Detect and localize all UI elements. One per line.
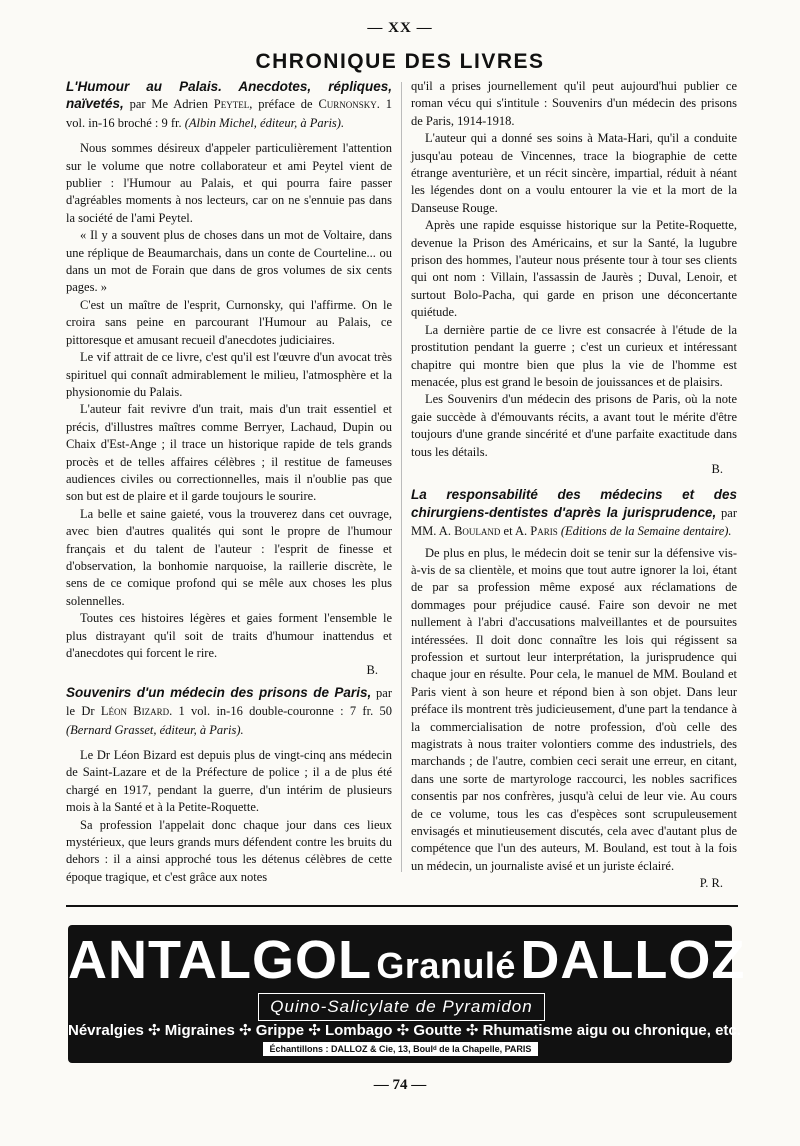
ad-maker-word: DALLOZ [520, 930, 746, 990]
ad-form-word: Granulé [376, 945, 516, 986]
review2-paragraph: La dernière partie de ce livre est consacrée à l'étude de la prostitution pendant la guerre ; c'est un curieux et intéressant chapitre qui montre bien que plus la vie de l'homme est menacée, plus est grand le besoin de jouissances et de plaisirs. [411, 322, 737, 389]
review1-meta-mid: , préface de [249, 97, 319, 112]
antalgol-advertisement [68, 925, 746, 1063]
review1-meta-post: . 1 vol. in-16 broché : 9 fr. [66, 97, 392, 130]
review1-paragraph: « Il y a souvent plus de choses dans un mot de Voltaire, dans une réplique de Beaumarchais, dans un conte de Courteline... ou dans un mot de Forain que dans de gros volumes de six cents pages. » [66, 228, 392, 295]
review1-paragraph: La belle et saine gaieté, vous la trouverez dans cet ouvrage, avec bien d'autres qualités qui sont le propre de l'humour français et du talent de l'auteur : l'esprit de finesse et d'observation, la bonhomie narquoise, la raillerie discrète, le sens de ce comique profond qui se mêle aux choses les plus solennelles. [66, 506, 392, 608]
review1-paragraph: L'auteur fait revivre d'un trait, mais d'un trait essentiel et précis, d'illustres maîtres comme Berryer, Lachaud, Dupin ou Chaix d'Est-Ange ; il trace un historique rapide de tels grands procès et de telles affaires célèbres ; il restitue de fameuses audiences civiles ou correctionnelles, mais il n'oublie pas que son but est de plaire et il garde toujours le sourire. [66, 402, 392, 504]
review1-meta-pre: par Me Adrien [123, 97, 214, 112]
review2-paragraph: Les Souvenirs d'un médecin des prisons de Paris, où la note gaie succède à d'émouvants récits, a avant tout le mérite d'être toujours d'une grande sincérité et d'une parfaite exactitude dans tous les détails. [411, 392, 737, 459]
review1-publisher: (Albin Michel, éditeur, à Paris). [184, 115, 345, 130]
page-title: CHRONIQUE DES LIVRES [255, 50, 545, 73]
review3-meta-mid: et A. [500, 524, 531, 539]
ad-ailments: Névralgies ✣ Migraines ✣ Grippe ✣ Lombago ✣ Goutte ✣ Rhumatisme aigu ou chronique, etc. [68, 1022, 741, 1039]
review2-publisher: (Bernard Grasset, éditeur, à Paris). [66, 722, 244, 737]
review2-paragraph: Sa profession l'appelait donc chaque jour dans ces lieux mystérieux, que leurs grands murs défendent contre les bruits du dehors : il a ainsi approché tous les détenus célèbres de cette époque tragique, et c'est grâce aux notes [66, 817, 392, 884]
review2-title: Souvenirs d'un médecin des prisons de Paris, par le Dr Léon Bizard. 1 vol. in-16 double-couronne : 7 fr. 50 (Bernard Grasset, éditeur, à Paris). [66, 684, 392, 737]
review3-author: Bouland [454, 524, 501, 539]
section-rule [66, 905, 738, 907]
left-column [66, 78, 392, 886]
page-roman-number: — XX — [367, 20, 433, 36]
review3-publisher: (Editions de la Semaine dentaire). [557, 524, 732, 539]
review1-preface: Curnonsky [318, 97, 377, 112]
review2-meta-post: . 1 vol. in-16 double-couronne : 7 fr. 50 [169, 704, 392, 719]
review3-paragraph: De plus en plus, le médecin doit se tenir sur la défensive vis-à-vis de sa clientèle, et moins que tout autre ignorer la loi, étant de par sa profession même exposé aux réclamations de dommages pour préjudice causé. Faire son devoir ne met nullement à l'abri d'accusations malveillantes et de poursuites intéressées. Il doit donc connaître les lois qui régissent sa profession et surtout leur interprétation, la jurisprudence qui chaque jour en résulte. Pour cela, le manuel de MM. Bouland et Paris vient à son heure et répond bien à son objet. Dans leur préface ils montrent très judicieusement, d'une part la tendance à la commercialisation de notre profession, d'où celle des magistrats à nous traiter volontiers comme des industriels, des marchands ; de l'autre, combien ceci serait une erreur, en citant, dans une sorte de martyrologe raccourci, les nobles sacrifices consentis par nos confrères, jusqu'à celui de leur vie. Au cours de ce volume, tous les cas d'espèces sont scrupuleusement envisagés et minutieusement discutés, cela avec d'autant plus de compétence que l'un des auteurs, M. Bouland, est tout à la fois un médecin, un journaliste avisé et un juriste éclairé. [411, 545, 737, 873]
review2-paragraph: Le Dr Léon Bizard est depuis plus de vingt-cinq ans médecin de Saint-Lazare et de la Préfecture de police ; il a de plus été chargé en 1917, pendant la guerre, d'un intérim de plusieurs mois à la Santé et à la Petite-Roquette. [66, 748, 392, 815]
review2-paragraph: Après une rapide esquisse historique sur la Petite-Roquette, devenue la Prison des Américains, et sur la Santé, la lugubre prison des hommes, l'auteur nous présente tour à tour ses clients qui ont nom : Villain, l'assassin de Jaurès ; Duval, Lenoir, et surtout Bolo-Pacha, qui garde en prison une déconcertante quiétude. [411, 218, 737, 320]
review1-title: L'Humour au Palais. Anecdotes, répliques, naïvetés, par Me Adrien Peytel, préface de Curnonsky. 1 vol. in-16 broché : 9 fr. (Albin Michel, éditeur, à Paris). [66, 79, 392, 130]
review2-signature: B. [711, 461, 723, 476]
review1-author: Peytel [213, 97, 250, 112]
review3-author2: Paris [530, 524, 558, 539]
column-divider [401, 82, 402, 872]
ad-subtitle: Quino-Salicylate de Pyramidon [258, 993, 545, 1021]
ad-brand-word: ANTALGOL [68, 930, 372, 990]
review3-meta-pre: par MM. A. [411, 505, 738, 539]
review1-paragraph: Nous sommes désireux d'appeler particulièrement l'attention sur le volume que notre collaborateur et ami Peytel vient de publier : l'Humour au Palais, et qui pourra faire passer d'agréables moments à nos lecteurs, car on ne s'ennuie pas dans la société de l'ami Peytel. [66, 141, 392, 225]
review3-title: La responsabilité des médecins et des chirurgiens-dentistes d'après la jurisprudence, par MM. A. Bouland et A. Paris (Editions de la Semaine dentaire). [411, 487, 738, 539]
review2-meta-pre: par le Dr [66, 685, 392, 719]
review1-paragraph: C'est un maître de l'esprit, Curnonsky, qui l'affirme. On le croira sans peine en parcourant l'Humour au Palais, ce pittoresque et amusant recueil d'anecdotes judiciaires. [66, 297, 392, 347]
review1-paragraph: Le vif attrait de ce livre, c'est qu'il est l'œuvre d'un avocat très spirituel qui connaît admirablement le milieu, l'atmosphère et la physionomie du Palais. [66, 350, 392, 399]
review2-paragraph-continued: qu'il a prises journellement qu'il peut aujourd'hui publier ce roman vécu qui s'intitule : Souvenirs d'un médecin des prisons de Paris, 1914-1918. [411, 79, 737, 128]
review1-paragraph: Toutes ces histoires légères et gaies forment l'ensemble le plus distrayant qu'il soit de traits d'humour inattendus et d'anecdotes qui forcent le rire. [66, 611, 392, 660]
right-column [411, 78, 737, 893]
review2-paragraph: L'auteur qui a donné ses soins à Mata-Hari, qu'il a conduite jusqu'au poteau de Vincennes, trace la biographie de cette étrange aventurière, et un récit sincère, impartial, réduit à néant les légendes dont on a voulu entourer la vie et la mort de la Danseuse Rouge. [411, 131, 737, 215]
ad-headline [68, 929, 746, 991]
ad-address: Échantillons : DALLOZ & Cie, 13, Boulᵈ de la Chapelle, PARIS [263, 1042, 538, 1056]
review1-signature: B. [366, 663, 378, 678]
review3-signature: P. R. [699, 876, 723, 891]
review2-author: Léon Bizard [100, 704, 170, 719]
page-number: — 74 — [373, 1077, 427, 1093]
